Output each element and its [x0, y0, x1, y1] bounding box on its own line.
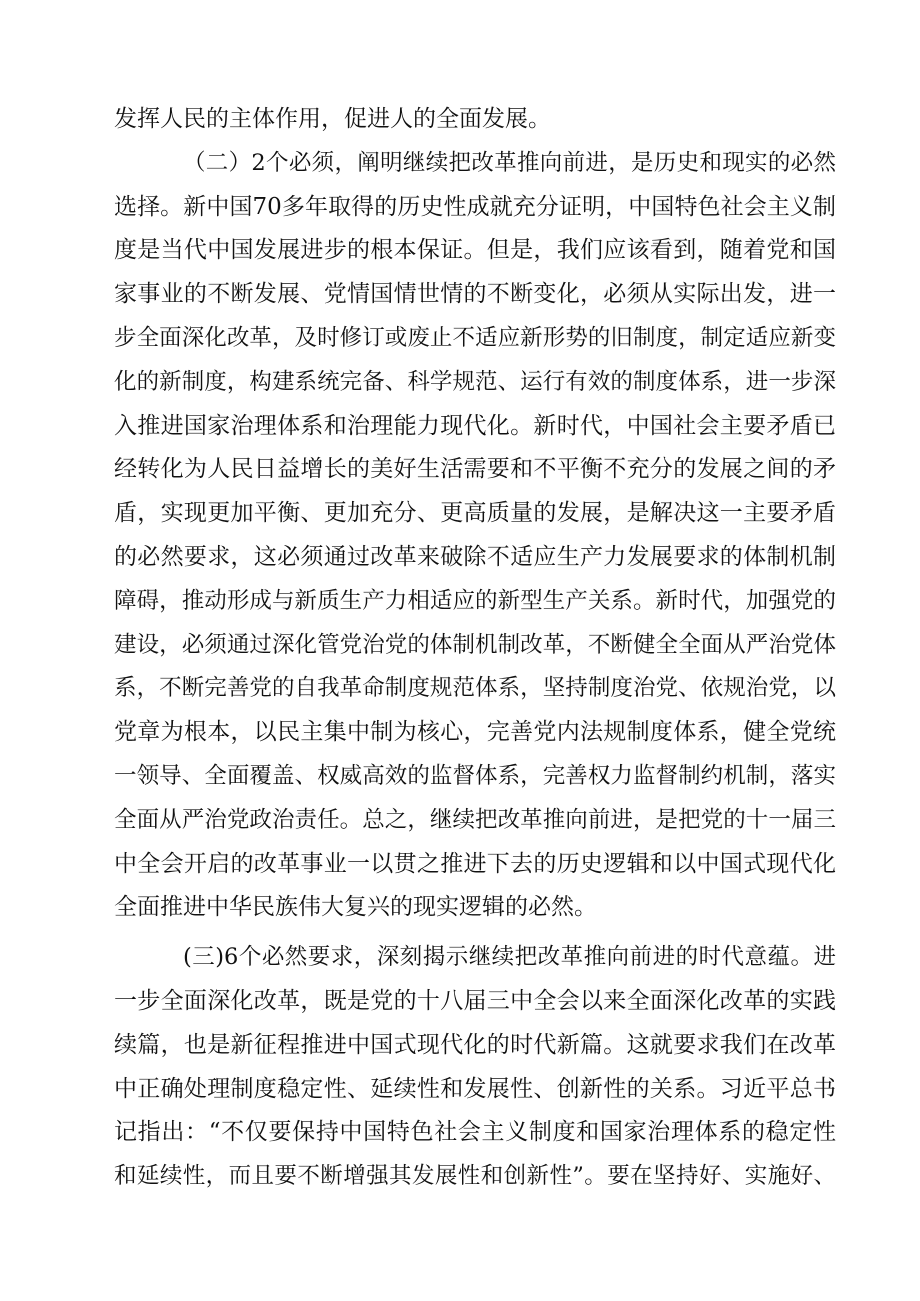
paragraph-2-line-14: 党章为根本，以民主集中制为核心，完善党内法规制度体系，健全党统	[114, 719, 836, 746]
paragraph-2-line-8: 经转化为人民日益增长的美好生活需要和不平衡不充分的发展之间的矛	[114, 456, 836, 483]
paragraph-2-line-5: 步全面深化改革，及时修订或废止不适应新形势的旧制度，制定适应新变	[114, 324, 836, 351]
paragraph-3-line-2: 一步全面深化改革，既是党的十八届三中全会以来全面深化改革的实践	[114, 987, 836, 1014]
paragraph-3-line-4: 中正确处理制度稳定性、延续性和发展性、创新性的关系。习近平总书	[114, 1075, 836, 1102]
paragraph-3-line-5: 记指出：“不仅要保持中国特色社会主义制度和国家治理体系的稳定性	[114, 1119, 836, 1146]
paragraph-2-line-9: 盾，实现更加平衡、更加充分、更高质量的发展，是解决这一主要矛盾	[114, 500, 836, 527]
paragraph-1-line-1: 发挥人民的主体作用，促进人的全面发展。	[114, 106, 551, 132]
paragraph-2-line-1: （二）2个必须，阐明继续把改革推向前进，是历史和现实的必然	[183, 149, 836, 176]
paragraph-2-line-2: 选择。新中国70多年取得的历史性成就充分证明，中国特色社会主义制	[114, 193, 836, 220]
paragraph-2-line-12: 建设，必须通过深化管党治党的体制机制改革，不断健全全面从严治党体	[114, 631, 836, 658]
paragraph-2-line-15: 一领导、全面覆盖、权威高效的监督体系，完善权力监督制约机制，落实	[114, 762, 836, 789]
paragraph-3-line-3: 续篇，也是新征程推进中国式现代化的时代新篇。这就要求我们在改革	[114, 1031, 836, 1058]
paragraph-2-line-18: 全面推进中华民族伟大复兴的现实逻辑的必然。	[114, 894, 597, 921]
paragraph-2-line-11: 障碍，推动形成与新质生产力相适应的新型生产关系。新时代，加强党的	[114, 587, 836, 614]
paragraph-2-line-6: 化的新制度，构建系统完备、科学规范、运行有效的制度体系，进一步深	[114, 368, 836, 395]
paragraph-2-line-13: 系，不断完善党的自我革命制度规范体系，坚持制度治党、依规治党，以	[114, 675, 836, 702]
paragraph-2-line-7: 入推进国家治理体系和治理能力现代化。新时代，中国社会主要矛盾已	[114, 412, 836, 439]
paragraph-2-line-17: 中全会开启的改革事业一以贯之推进下去的历史逻辑和以中国式现代化	[114, 850, 836, 877]
paragraph-2-line-3: 度是当代中国发展进步的根本保证。但是，我们应该看到，随着党和国	[114, 237, 836, 264]
paragraph-2-line-16: 全面从严治党政治责任。总之，继续把改革推向前进，是把党的十一届三	[114, 806, 836, 833]
paragraph-3-line-6: 和延续性，而且要不断增强其发展性和创新性”。要在坚持好、实施好、	[114, 1163, 836, 1190]
paragraph-3-line-1: (三)6个必然要求，深刻揭示继续把改革推向前进的时代意蕴。进	[183, 944, 836, 971]
paragraph-2-line-10: 的必然要求，这必须通过改革来破除不适应生产力发展要求的体制机制	[114, 543, 836, 570]
body-text	[114, 98, 836, 1199]
paragraph-2-line-4: 家事业的不断发展、党情国情世情的不断变化，必须从实际出发，进一	[114, 281, 836, 308]
